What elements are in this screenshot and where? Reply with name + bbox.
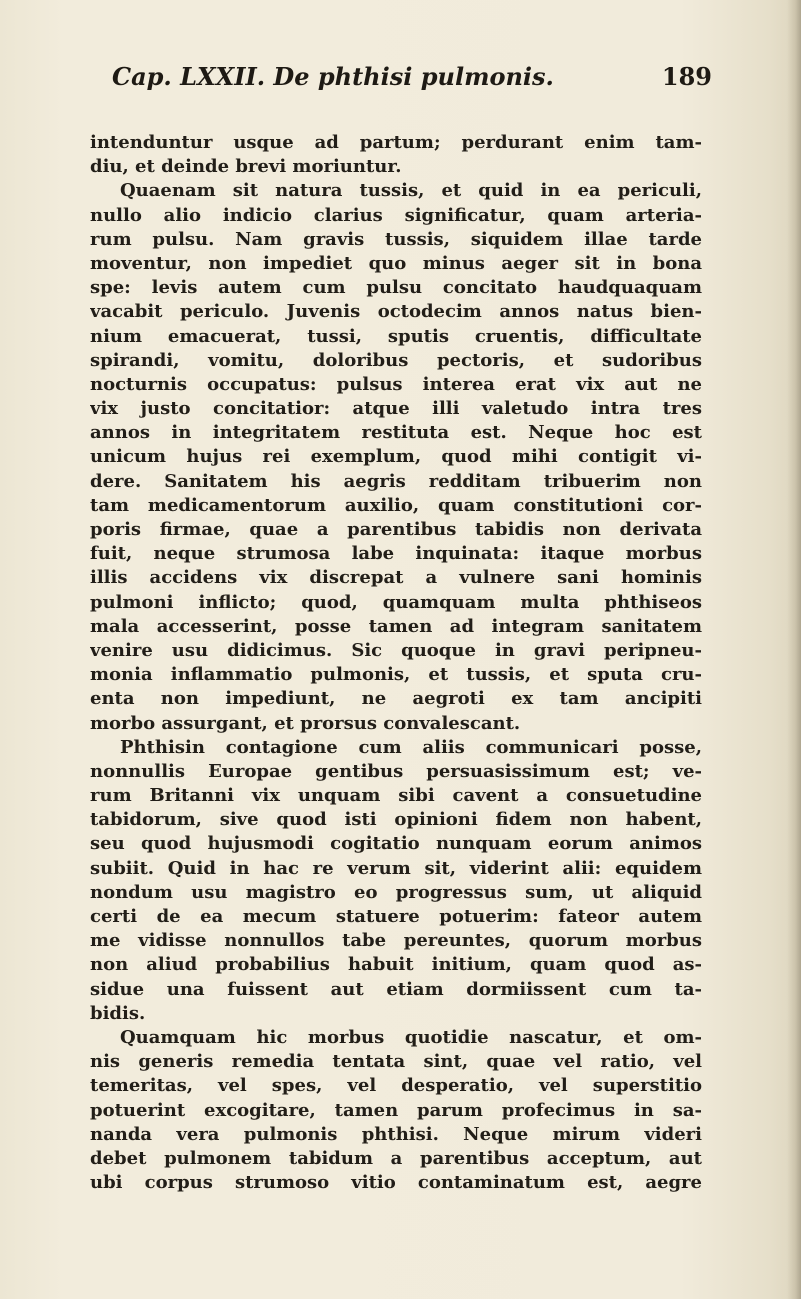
text-line: intenduntur usque ad partum; perdurant enim tam- <box>90 132 702 153</box>
text-line: spe: levis autem cum pulsu concitato haudquaquam <box>90 277 702 299</box>
text-line: seu quod hujusmodi cogitatio nunquam eorum animos <box>90 833 702 855</box>
text-line: mala accesserint, posse tamen ad integram sanitatem <box>90 615 702 637</box>
text-line: diu, et deinde brevi moriuntur. <box>90 156 402 178</box>
text-line: vix justo concitatior: atque illi valetudo intra tres <box>90 398 702 420</box>
text-line: nonnullis Europae gentibus persuasissimum est; ve- <box>90 760 702 782</box>
text-line: pulmoni inflicto; quod, quamquam multa phthiseos <box>90 591 702 613</box>
text-line: temeritas, vel spes, vel desperatio, vel superstitio <box>90 1075 702 1097</box>
text-line: fuit, neque strumosa labe inquinata: itaque morbus <box>90 543 702 565</box>
text-line: dere. Sanitatem his aegris redditam tribuerim non <box>90 470 702 492</box>
text-line: Phthisin contagione cum aliis communicari posse, <box>120 736 702 758</box>
text-line: tabidorum, sive quod isti opinioni fidem non habent, <box>90 809 702 831</box>
text-line: annos in integritatem restituta est. Neque hoc est <box>90 422 702 444</box>
body-text <box>90 131 702 1195</box>
text-line: me vidisse nonnullos tabe pereuntes, quorum morbus <box>90 930 702 952</box>
text-line: morbo assurgant, et prorsus convalescant. <box>90 712 521 734</box>
text-line: enta non impediunt, ne aegroti ex tam ancipiti <box>90 688 702 710</box>
text-line: unicum hujus rei exemplum, quod mihi contigit vi- <box>90 446 702 468</box>
text-line: monia inflammatio pulmonis, et tussis, et sputa cru- <box>90 664 702 686</box>
page-number: 189 <box>661 62 712 91</box>
text-line: spirandi, vomitu, doloribus pectoris, et sudoribus <box>90 349 702 371</box>
text-line: rum pulsu. Nam gravis tussis, siquidem illae tarde <box>90 228 702 250</box>
text-line: sidue una fuissent aut etiam dormiissent cum ta- <box>90 978 702 1000</box>
text-line: nis generis remedia tentata sint, quae vel ratio, vel <box>90 1051 702 1073</box>
page-gutter-shadow <box>787 0 801 1299</box>
text-line: nondum usu magistro eo progressus sum, ut aliquid <box>90 881 702 903</box>
text-line: ubi corpus strumoso vitio contaminatum est, aegre <box>90 1172 702 1194</box>
text-line: subiit. Quid in hac re verum sit, viderint alii: equidem <box>90 857 702 879</box>
text-line: Quaenam sit natura tussis, et quid in ea periculi, <box>120 180 702 202</box>
text-line: nium emacuerat, tussi, sputis cruentis, difficultate <box>90 325 702 347</box>
text-line: nanda vera pulmonis phthisi. Neque mirum videri <box>90 1123 702 1145</box>
text-line: tam medicamentorum auxilio, quam constitutioni cor- <box>90 494 702 516</box>
running-head <box>112 62 712 102</box>
text-line: certi de ea mecum statuere potuerim: fateor autem <box>90 906 702 927</box>
text-line: rum Britanni vix unquam sibi cavent a consuetudine <box>90 785 702 807</box>
text-line: vacabit periculo. Juvenis octodecim annos natus bien- <box>90 301 702 323</box>
text-line: illis accidens vix discrepat a vulnere sani hominis <box>90 567 702 589</box>
text-line: venire usu didicimus. Sic quoque in gravi peripneu- <box>90 639 702 661</box>
text-line: nullo alio indicio clarius significatur, quam arteria- <box>90 204 702 226</box>
text-line: moventur, non impediet quo minus aeger sit in bona <box>90 252 702 274</box>
text-line: debet pulmonem tabidum a parentibus acceptum, aut <box>90 1147 702 1169</box>
chapter-title: Cap. LXXII. De phthisi pulmonis. <box>112 62 554 91</box>
text-line: potuerint excogitare, tamen parum profecimus in sa- <box>90 1099 702 1121</box>
text-line: nocturnis occupatus: pulsus interea erat vix aut ne <box>90 373 702 395</box>
text-line: bidis. <box>90 1002 146 1024</box>
text-line: Quamquam hic morbus quotidie nascatur, et om- <box>120 1026 702 1048</box>
text-line: non aliud probabilius habuit initium, quam quod as- <box>90 954 702 976</box>
text-line: poris firmae, quae a parentibus tabidis non derivata <box>90 519 702 540</box>
